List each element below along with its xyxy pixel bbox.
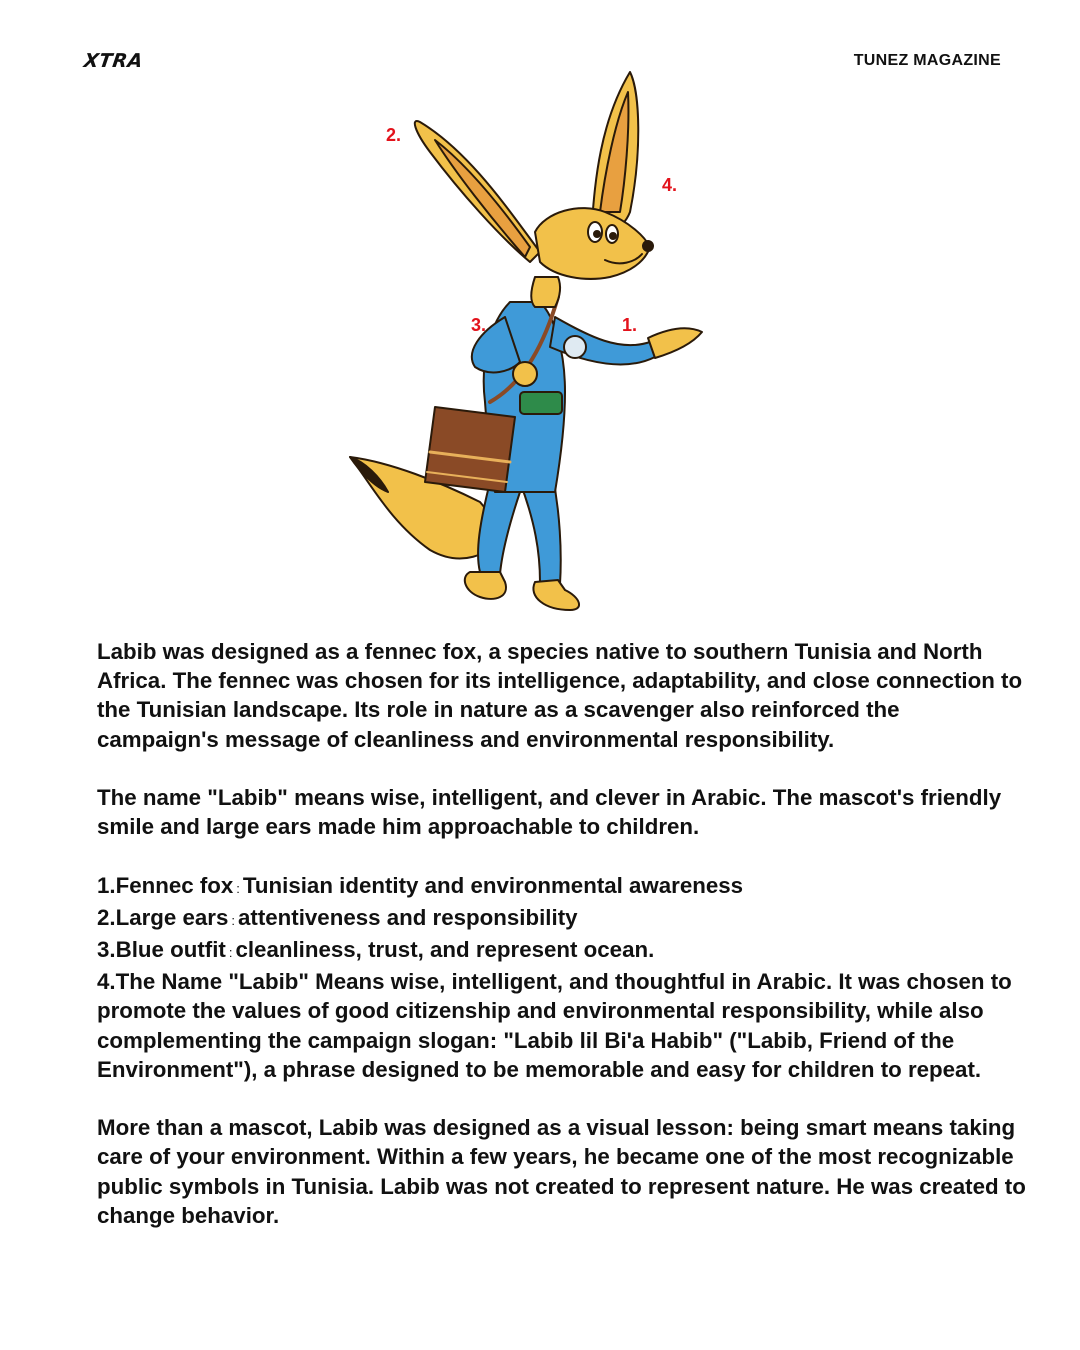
paragraph-intro: Labib was designed as a fennec fox, a species native to southern Tunisia and North Africa. The fennec was chosen for its intelligence, adaptability, and close connection to the Tunisian landscape. Its role in nature as a scavenger also reinforced the campaign's message of cleanliness and environmental responsibility. [97,639,1023,752]
mascot-foot-front [533,580,579,610]
list-item-4: 4.The Name "Labib" Means wise, intelligent, and thoughtful in Arabic. It was chosen to promote the values of good citizenship and environmental responsibility, while also complementing the campaign slogan: "Labib lil Bi'a Habib" ("Labib, Friend of the Environment"), a phrase designed to be memorable and easy for children to repeat. [97,969,1012,1082]
marker-4: 4. [662,175,678,195]
paragraph-closing: More than a mascot, Labib was designed as a visual lesson: being smart means taking care of your environment. Within a few years, he became one of the most recognizable public symbols in Tunisia. Labib was not created to represent nature. He was created to change behavior. [97,1115,1026,1228]
mascot-badge [564,336,586,358]
brand-logo: XTRA [82,50,145,72]
mascot-head [535,208,650,279]
list-item: 2.Large ears : attentiveness and responsibility [97,904,578,930]
article-body [97,637,1027,1230]
mascot-foot-back [465,572,506,599]
mascot-illustration [330,62,730,622]
marker-3: 3. [471,315,487,335]
list-item: 3.Blue outfit : cleanliness, trust, and represent ocean. [97,937,655,962]
magazine-name: TUNEZ MAGAZINE [853,52,1001,69]
mascot-bag [425,407,515,492]
mascot-leg-back [478,482,520,574]
marker-2: 2. [386,125,402,145]
paragraph-name-meaning: The name "Labib" means wise, intelligent, and clever in Arabic. The mascot's friendly smile and large ears made him approachable to children. [97,785,1002,840]
list-item: 1.Fennec fox : Tunisian identity and environmental awareness [97,872,744,898]
mascot-belt [520,392,562,414]
mascot-hand [648,328,702,358]
marker-1: 1. [622,315,638,335]
